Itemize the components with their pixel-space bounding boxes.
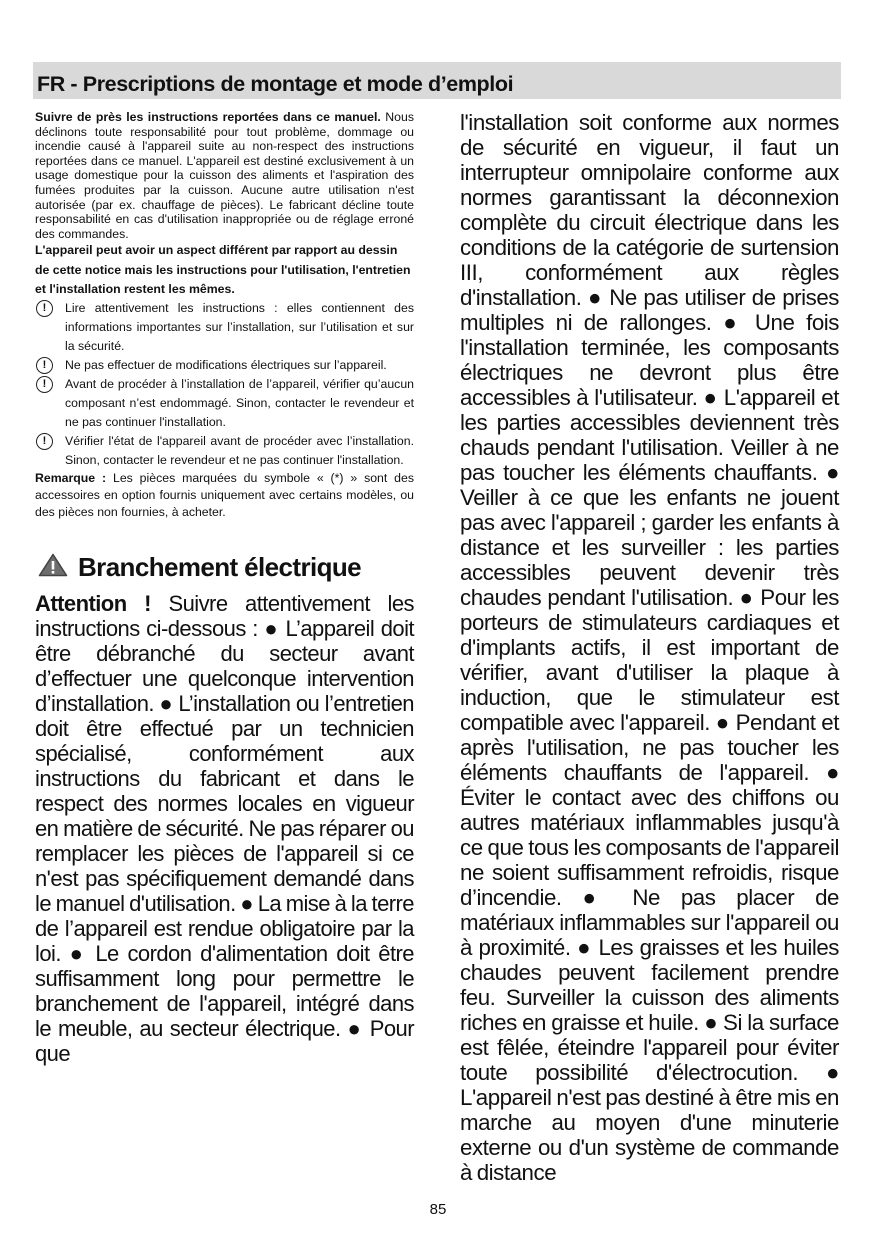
intro-notice: L'appareil peut avoir un aspect différent par rapport au dessin de cette notice mais les instructions pour l'utilisation, l'entretien et l'installation restent les mêmes. xyxy=(35,243,411,296)
exclamation-circle-icon: ! xyxy=(36,357,53,374)
section-left-body: Suivre attentivement les instructions ci-dessous : ● L’appareil doit être débranché du secteur avant d’effectuer une quelconque intervention d’installation. ● L’installation ou l’entretien doit être effectué par un technicien spécialisé, conformément aux instructions du fabricant et dans le respect des normes locales en vigueur en matière de sécurité. Ne pas réparer ou remplacer les pièces de l'appareil si ce n'est pas spécifiquement demandé dans le manuel d'utilisation. ● La mise à la terre de l’appareil est rendue obligatoire par la loi. ● Le cordon d'alimentation doit être suffisamment long pour permettre le branchement de l'appareil, intégré dans le meuble, au secteur électrique. ● Pour que xyxy=(35,590,414,1066)
section-heading xyxy=(35,549,414,585)
right-column xyxy=(460,110,839,1185)
left-column xyxy=(35,110,414,1066)
warning-item xyxy=(35,375,414,432)
exclamation-circle-icon: ! xyxy=(36,300,53,317)
warning-item xyxy=(35,299,414,356)
exclamation-circle-icon: ! xyxy=(36,433,53,450)
section-title-text: Branchement électrique xyxy=(78,551,362,582)
warning-text: Ne pas effectuer de modifications électriques sur l’appareil. xyxy=(65,357,387,372)
remark-paragraph xyxy=(35,470,414,521)
intro-paragraph xyxy=(35,110,414,241)
warning-triangle-icon xyxy=(38,553,68,577)
warning-text: Vérifier l'état de l'appareil avant de procéder avec l’installation. Sinon, contacter le revendeur et ne pas continuer l'installation. xyxy=(65,433,414,467)
warning-item xyxy=(35,432,414,470)
attention-label: Attention ! xyxy=(35,590,151,616)
page-number: 85 xyxy=(429,1201,447,1218)
section-left-text xyxy=(35,591,414,1066)
intro-lead-bold: Suivre de près les instructions reportées dans ce manuel. xyxy=(35,110,381,124)
remark-label: Remarque : xyxy=(35,470,107,485)
warning-text: Avant de procéder à l’installation de l’appareil, vérifier qu’aucun composant n’est endommagé. Sinon, contacter le revendeur et ne pas continuer l'installation. xyxy=(65,376,414,429)
warning-list xyxy=(35,299,414,470)
intro-lead-text: Nous déclinons toute responsabilité pour tout problème, dommage ou incendie causé à l'appareil suite au non-respect des instructions reportées dans ce manuel. L'appareil est destiné exclusivement à un usage domestique pour la cuisson des aliments et l'aspiration des fumées produites par la cuisson. Aucune autre utilisation n'est autorisée (par ex. chauffage de pièces). Le fabricant décline toute responsabilité en cas d'utilisation inappropriée ou de réglage erroné des commandes. xyxy=(35,110,415,241)
section-right-text: l'installation soit conforme aux normes de sécurité en vigueur, il faut un interrupteur omnipolaire conforme aux normes garantissant la déconnexion complète du circuit électrique dans les conditions de la catégorie de surtension III, conformément aux règles d'installation. ● Ne pas utiliser de prises multiples ni de rallonges. ● Une fois l'installation terminée, les composants électriques ne devront plus être accessibles à l'utilisateur. ● L'appareil et les parties accessibles deviennent très chauds pendant l'utilisation. Veiller à ne pas toucher les éléments chauffants. ● Veiller à ce que les enfants ne jouent pas avec l'appareil ; garder les enfants à distance et les surveiller : les parties accessibles peuvent devenir très chaudes pendant l'utilisation. ● Pour les porteurs de stimulateurs cardiaques et d'implants actifs, il est important de vérifier, avant d'utiliser la plaque à induction, que le stimulateur est compatible avec l'appareil. ● Pendant et après l'utilisation, ne pas toucher les éléments chauffants de l'appareil. ● Éviter le contact avec des chiffons ou autres matériaux inflammables jusqu'à ce que tous les composants de l'appareil ne soient suffisamment refroidis, risque d’incendie. ● Ne pas placer de matériaux inflammables sur l'appareil ou à proximité. ● Les graisses et les huiles chaudes peuvent facilement prendre feu. Surveiller la cuisson des aliments riches en graisse et huile. ● Si la surface est fêlée, éteindre l'appareil pour éviter toute possibilité d'électrocution. ● L'appareil n'est pas destiné à être mis en marche au moyen d'une minuterie externe ou d'un système de commande à distance xyxy=(460,110,839,1185)
page-header xyxy=(33,62,841,99)
warning-text: Lire attentivement les instructions : elles contiennent des informations importantes sur l’installation, sur l’utilisation et sur la sécurité. xyxy=(65,300,414,353)
exclamation-circle-icon: ! xyxy=(36,376,53,393)
warning-item xyxy=(35,356,414,375)
remark-text: Les pièces marquées du symbole « (*) » sont des accessoires en option fournis uniquement avec certains modèles, ou des pièces non fournies, à acheter. xyxy=(35,470,415,519)
header-title: FR - Prescriptions de montage et mode d’emploi xyxy=(37,72,514,96)
